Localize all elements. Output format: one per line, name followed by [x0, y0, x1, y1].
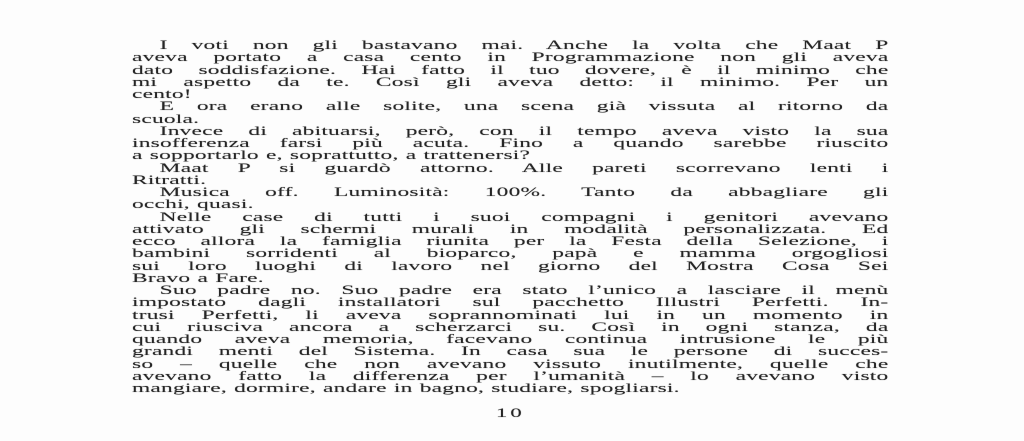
text-line: mi aspetto da te. Così gli aveva detto: il minimo. Per un [132, 74, 889, 89]
text-line: Nelle case di tutti i suoi compagni i genitori avevano [159, 209, 889, 224]
text-line: I voti non gli bastavano mai. Anche la volta che Maat P [159, 38, 889, 52]
text-line: Ritratti. [132, 172, 207, 187]
text-line: so – quelle che non avevano vissuto inutilmente, quelle che [132, 356, 889, 371]
text-line: a sopportarlo e, soprattutto, a trattenersi? [132, 148, 531, 163]
text-line: sui loro luoghi di lavoro nel giorno del Mostra Cosa Sei [132, 258, 889, 273]
text-line: Maat P si guardò attorno. Alle pareti scorrevano lenti i [159, 160, 889, 175]
text-line: bambini sorridenti al bioparco, papà e mamma orgogliosi [132, 246, 889, 261]
text-line: Bravo a Fare. [132, 270, 264, 285]
text-line: ecco allora la famiglia riunita per la Festa della Selezione, i [132, 234, 889, 248]
text-line: Musica off. Luminosità: 100%. Tanto da abbagliare gli [159, 185, 889, 199]
text-line: occhi, quasi. [132, 197, 254, 212]
text-block [132, 39, 888, 420]
page-number: 10 [495, 406, 525, 421]
text-line: quando aveva memoria, facevano continua intrusione le più [132, 332, 889, 346]
text-line: Suo padre no. Suo padre era stato l’unico a lasciare il menù [159, 283, 889, 297]
text-line: aveva portato a casa cento in Programmazione non gli aveva [132, 50, 889, 65]
text-line: Invece di abituarsi, però, con il tempo aveva visto la sua [159, 123, 889, 138]
text-line: trusi Perfetti, li aveva soprannominati lui in un momento in [132, 307, 889, 322]
text-line: cui riusciva ancora a scherzarci su. Così in ogni stanza, da [132, 319, 889, 334]
text-line: mangiare, dormire, andare in bagno, studiare, spogliarsi. [132, 381, 680, 395]
text-line: scuola. [132, 111, 200, 126]
text-line: E ora erano alle solite, una scena già vissuta al ritorno da [159, 99, 889, 114]
text-line: cento! [132, 87, 192, 101]
text-line: avevano fatto la differenza per l’umanità – lo avevano visto [132, 368, 889, 383]
text-line: impostato dagli installatori sul pacchetto Illustri Perfetti. In- [132, 295, 889, 310]
text-line: attivato gli schermi murali in modalità personalizzata. Ed [132, 221, 889, 236]
text-line: grandi menti del Sistema. In casa sua le persone di succes- [132, 344, 889, 359]
text-line: dato soddisfazione. Hai fatto il tuo dovere, è il minimo che [132, 62, 889, 77]
text-line: insofferenza farsi più acuta. Fino a quando sarebbe riuscito [132, 136, 889, 150]
